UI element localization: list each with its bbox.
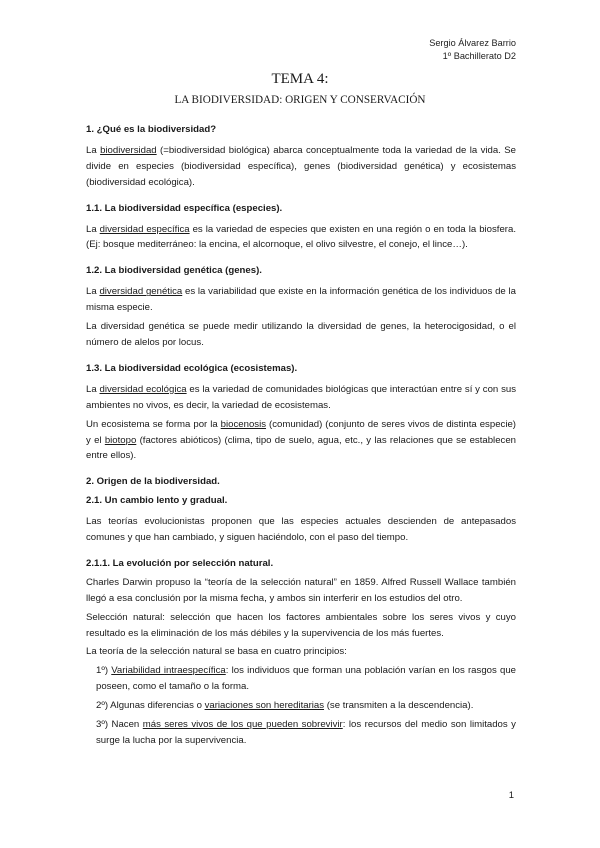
- paragraph-biodiversity: [86, 143, 516, 191]
- principle-2: [86, 698, 516, 714]
- document-subtitle: LA BIODIVERSIDAD: ORIGEN Y CONSERVACIÓN: [174, 94, 426, 106]
- term-biocenosis: biocenosis: [220, 418, 267, 430]
- text: 1º): [96, 665, 112, 677]
- page-number: 1: [508, 790, 514, 801]
- paragraph-darwin: Charles Darwin propuso la “teoría de la selección natural” en 1859. Alfred Russell Wallace también llegó a esa conclusión por la misma fecha, y ambos sin interferir en los estudios del otro.: [86, 576, 516, 604]
- heading-2: 2. Origen de la biodiversidad.: [86, 476, 220, 488]
- text: : los recursos del medio son limitados y surge la lucha por la supervivencia.: [96, 719, 516, 746]
- term-mas-seres-vivos: más seres vivos de los que pueden sobrevivir: [142, 719, 343, 731]
- heading-2-1: 2.1. Un cambio lento y gradual.: [86, 495, 228, 507]
- paragraph-gradual-change: Las teorías evolucionistas proponen que las especies actuales descienden de antepasados comunes y que han cambiado, y siguen haciéndolo, con el paso del tiempo.: [86, 516, 516, 544]
- principle-3: [86, 717, 516, 749]
- paragraph-genetic: [86, 284, 516, 316]
- paragraph-genetic-measure: La diversidad genética se puede medir utilizando la diversidad de genes, la heterocigosidad, o el número de alelos por locus.: [86, 321, 516, 348]
- principle-1: [86, 663, 516, 695]
- term-variabilidad-intraespecifica: Variabilidad intraespecífica: [111, 665, 226, 677]
- text: (se transmiten a la descendencia).: [324, 700, 474, 712]
- text: (=biodiversidad biológica) abarca conceptualmente toda la variedad de la vida. Se divide en especies (biodiversidad específica), genes (biodiversidad genética) y ecosistemas (biodiversidad ecológica).: [86, 144, 516, 188]
- text: (factores abióticos) (clima, tipo de suelo, agua, etc., y las relaciones que se establecen entre ellos).: [86, 434, 516, 462]
- course-name: 1º Bachillerato D2: [442, 51, 516, 61]
- heading-1-2: 1.2. La biodiversidad genética (genes).: [86, 265, 262, 277]
- paragraph-ecological: [86, 382, 516, 414]
- author-block: [429, 37, 516, 63]
- text: La: [86, 223, 100, 235]
- heading-2-1-1: 2.1.1. La evolución por selección natural.: [86, 557, 274, 569]
- term-variaciones-hereditarias: variaciones son hereditarias: [204, 700, 325, 712]
- text: : los individuos que forman una población varían en los rasgos que poseen, como el tamaño o la forma.: [96, 665, 517, 693]
- text: es la variedad de especies que existen en una región o en toda la biosfera. (Ej: bosque mediterráneo: la encina, el alcornoque, el olivo silvestre, el conejo, el lince…).: [86, 223, 517, 251]
- text: Un ecosistema se forma por la: [86, 418, 221, 430]
- paragraph-ecosystem: [86, 417, 516, 465]
- term-diversidad-ecologica: diversidad ecológica: [99, 383, 187, 395]
- text: 2º) Algunas diferencias o: [96, 700, 205, 712]
- term-diversidad-genetica: diversidad genética: [99, 286, 183, 298]
- paragraph-species: [86, 222, 516, 254]
- text: (comunidad) (conjunto de seres vivos de distinta especie) y el: [86, 418, 516, 446]
- document-title: TEMA 4:: [271, 71, 329, 87]
- text: La: [86, 383, 100, 395]
- text: 3º) Nacen: [96, 719, 143, 731]
- paragraph-natural-selection: Selección natural: selección que hacen los factores ambientales sobre los seres vivos y cuyo resultado es la eliminación de los más débiles y la supervivencia de los más fuertes.: [86, 611, 516, 639]
- text: La: [86, 144, 101, 156]
- document-body: [86, 122, 516, 749]
- text: es la variabilidad que existe en la información genética de los individuos de la misma especie.: [86, 286, 516, 314]
- paragraph-principles-intro: La teoría de la selección natural se basa en cuatro principios:: [86, 646, 347, 658]
- term-biotopo: biotopo: [104, 434, 137, 446]
- author-name: Sergio Álvarez Barrio: [429, 38, 516, 48]
- heading-1-1: 1.1. La biodiversidad específica (especies).: [86, 202, 283, 214]
- heading-1: 1. ¿Qué es la biodiversidad?: [86, 124, 217, 135]
- term-diversidad-especifica: diversidad específica: [99, 223, 190, 235]
- term-biodiversidad: biodiversidad: [100, 144, 157, 156]
- text: es la variedad de comunidades biológicas que interactúan entre sí y con sus ambientes no vivos, es decir, la variedad de ecosistemas.: [86, 383, 517, 411]
- text: La: [86, 286, 100, 298]
- heading-1-3: 1.3. La biodiversidad ecológica (ecosistemas).: [86, 362, 298, 374]
